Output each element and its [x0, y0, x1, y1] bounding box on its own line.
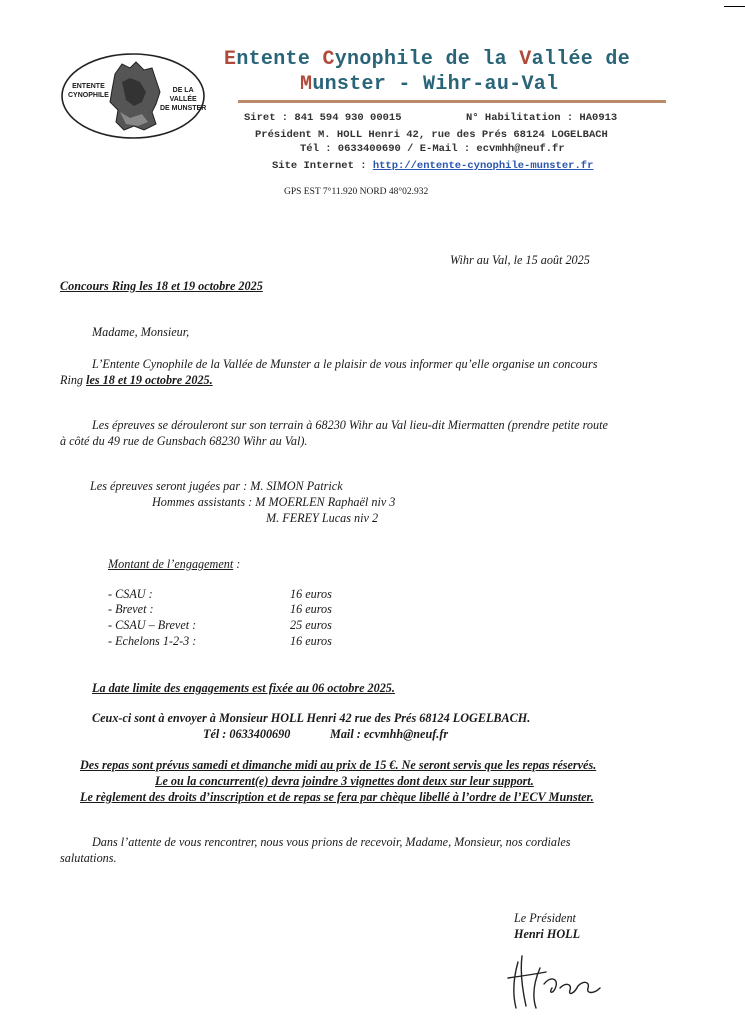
siret: Siret : 841 594 930 00015: [244, 112, 402, 124]
logo-text-right: DE LA VALLÉE DE MUNSTER: [160, 87, 207, 112]
gps-coordinates: GPS EST 7°11.920 NORD 48°02.932: [284, 187, 429, 197]
salutation: Madame, Monsieur,: [92, 325, 190, 339]
contact-line: Tél : 0633400690 / E-Mail : ecvmhh@neuf.fr: [300, 143, 565, 155]
signature-name: Henri HOLL: [514, 927, 581, 941]
deadline: La date limite des engagements est fixée au 06 octobre 2025.: [92, 681, 395, 695]
judges-line3: M. FEREY Lucas niv 2: [266, 511, 379, 525]
para1-line1: L’Entente Cynophile de la Vallée de Munster a le plaisir de vous informer qu’elle organise un concours: [92, 357, 598, 371]
subject: Concours Ring les 18 et 19 octobre 2025: [60, 279, 263, 293]
para1-line2: [60, 373, 213, 388]
judges-line2: Hommes assistants : M MOERLEN Raphaël niv 3: [152, 495, 396, 509]
fees-title: [108, 557, 240, 572]
closing-line1: Dans l’attente de vous rencontrer, nous vous prions de recevoir, Madame, Monsieur, nos cordiales: [92, 835, 571, 849]
fee-label: - CSAU :: [108, 587, 153, 601]
website-link[interactable]: http://entente-cynophile-munster.fr: [372, 160, 594, 172]
fee-price: 16 euros: [290, 602, 332, 616]
handwritten-signature: [500, 948, 610, 1014]
title-part: ynophile de la: [334, 48, 520, 71]
fee-price: 16 euros: [290, 634, 332, 648]
signature-role: Le Président: [514, 911, 576, 925]
title-initial-e: E: [224, 48, 237, 71]
send-mail: Mail : ecvmhh@neuf.fr: [330, 727, 449, 741]
fees-title-suffix: :: [233, 557, 241, 571]
para1-prefix: Ring: [60, 373, 87, 387]
club-title-line1: [224, 48, 630, 71]
club-logo: [60, 52, 206, 140]
date-line: Wihr au Val, le 15 août 2025: [450, 253, 590, 267]
para2-line2: à côté du 49 rue de Gunsbach 68230 Wihr au Val).: [60, 434, 308, 448]
website-label: Site Internet :: [272, 160, 367, 172]
note-vignettes: Le ou la concurrent(e) devra joindre 3 vignettes dont deux sur leur support.: [155, 774, 534, 788]
fee-price: 16 euros: [290, 587, 332, 601]
fee-price: 25 euros: [290, 618, 332, 632]
president-address: Président M. HOLL Henri 42, rue des Prés 68124 LOGELBACH: [255, 129, 608, 141]
logo-text-left: ENTENTE CYNOPHILE: [68, 83, 109, 99]
title-initial-v: V: [519, 48, 532, 71]
fee-label: - Brevet :: [108, 602, 154, 616]
send-address: Ceux-ci sont à envoyer à Monsieur HOLL Henri 42 rue des Prés 68124 LOGELBACH.: [92, 711, 531, 725]
edge-mark: [724, 6, 745, 7]
fee-label: - Echelons 1-2-3 :: [108, 634, 197, 648]
fees-title-text: Montant de l’engagement: [108, 557, 234, 571]
para1-dates: les 18 et 19 octobre 2025.: [86, 373, 213, 387]
habilitation: N° Habilitation : HA0913: [466, 112, 618, 124]
send-tel: Tél : 0633400690: [203, 727, 291, 741]
para2-line1: Les épreuves se dérouleront sur son terrain à 68230 Wihr au Val lieu-dit Miermatten (prendre petite route: [92, 418, 608, 432]
title-initial-m: M: [300, 73, 313, 96]
title-part: allée de: [531, 48, 631, 71]
club-title-line2: [300, 73, 558, 96]
note-meals: Des repas sont prévus samedi et dimanche midi au prix de 15 €. Ne seront servis que les repas réservés.: [80, 758, 597, 772]
title-part: unster - Wihr-au-Val: [312, 73, 559, 96]
judges-line1: Les épreuves seront jugées par : M. SIMON Patrick: [90, 479, 343, 493]
fee-label: - CSAU – Brevet :: [108, 618, 197, 632]
note-payment: Le règlement des droits d’inscription et de repas se fera par chèque libellé à l’ordre de l’ECV Munster.: [80, 790, 594, 804]
title-initial-c: C: [322, 48, 335, 71]
header-rule: [238, 100, 666, 103]
closing-line2: salutations.: [60, 851, 117, 865]
title-part: ntente: [236, 48, 323, 71]
website-line: [272, 160, 593, 172]
